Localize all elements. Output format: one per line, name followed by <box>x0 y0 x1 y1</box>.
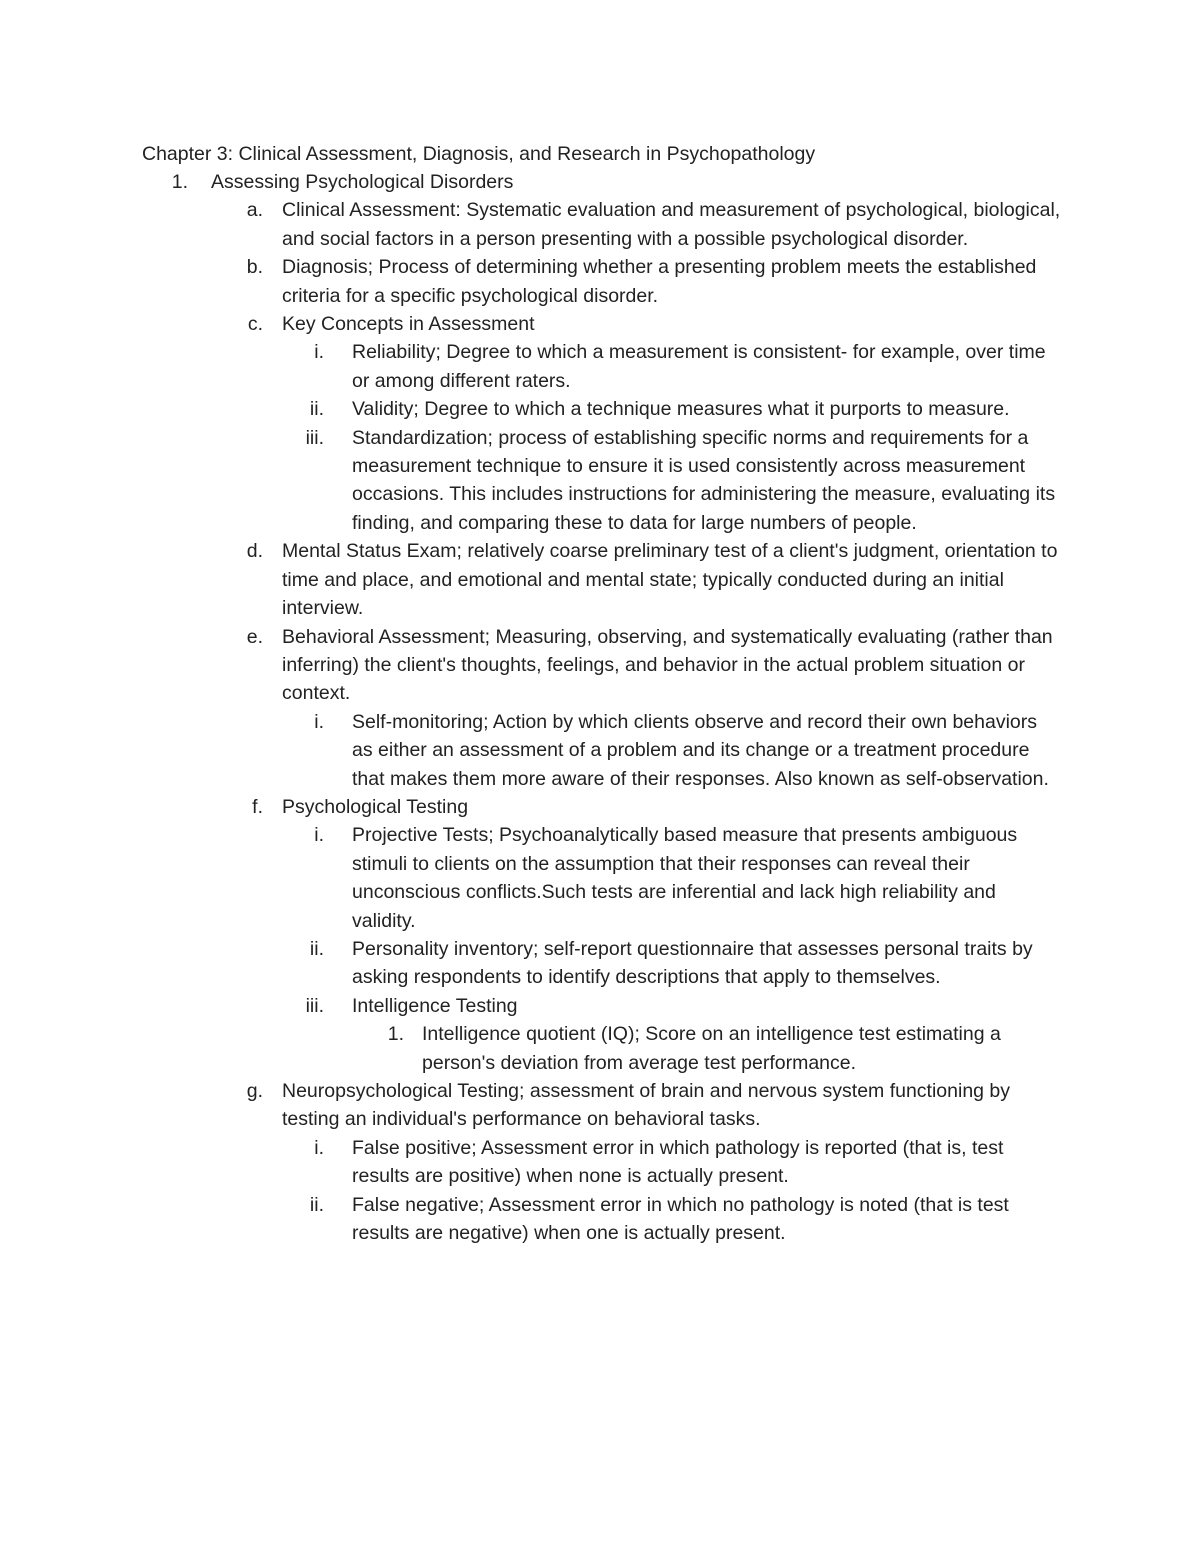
outline-item-1c <box>142 310 1072 338</box>
outline-item-1f-iii-1 <box>142 1020 1072 1077</box>
outline-item-1c-ii <box>142 395 1072 423</box>
outline-item-1e-i <box>142 708 1072 793</box>
list-item-text: Clinical Assessment: Systematic evaluation and measurement of psychological, biological, and social factors in a person presenting with a possible psychological disorder. <box>282 199 1061 250</box>
list-marker: ii. <box>309 937 324 960</box>
list-marker: 1. <box>387 1023 404 1046</box>
list-marker: i. <box>314 1136 324 1159</box>
outline-item-1g-i <box>142 1134 1072 1191</box>
outline-item-1 <box>142 168 1072 196</box>
list-marker: iii. <box>305 426 324 449</box>
list-marker: f. <box>252 795 263 818</box>
page-title: Chapter 3: Clinical Assessment, Diagnosis, and Research in Psychopathology <box>142 143 816 165</box>
list-marker: e. <box>246 625 263 648</box>
list-item-text: Intelligence Testing <box>352 994 518 1017</box>
outline-item-1g-ii <box>142 1191 1072 1248</box>
list-item-text: Mental Status Exam; relatively coarse preliminary test of a client's judgment, orientation to time and place, and emotional and mental state; typically conducted during an initial interview. <box>282 540 1058 620</box>
list-marker: b. <box>246 256 263 279</box>
list-item-text: Projective Tests; Psychoanalytically based measure that presents ambiguous stimuli to clients on the assumption that their responses can reveal their unconscious conflicts.Such tests are inferential and lack high reliability and validity. <box>352 824 1018 932</box>
list-marker: d. <box>246 540 263 563</box>
list-item-text: False positive; Assessment error in which pathology is reported (that is, test results are positive) when none is actually present. <box>352 1136 1004 1188</box>
outline-list <box>142 168 1072 1247</box>
list-item-text: Assessing Psychological Disorders <box>211 171 514 193</box>
list-marker: i. <box>314 824 324 847</box>
outline-item-1f-ii <box>142 935 1072 992</box>
list-marker: c. <box>247 313 263 336</box>
outline-item-1c-iii <box>142 424 1072 538</box>
outline-item-1g <box>142 1077 1072 1134</box>
outline-item-1f <box>142 793 1072 821</box>
list-item-text: Behavioral Assessment; Measuring, observing, and systematically evaluating (rather than inferring) the client's thoughts, feelings, and behavior in the actual problem situation or context. <box>282 625 1053 705</box>
outline-item-1e <box>142 623 1072 708</box>
list-item-text: Personality inventory; self-report questionnaire that assesses personal traits by asking respondents to identify descriptions that apply to themselves. <box>352 937 1033 989</box>
list-item-text: Reliability; Degree to which a measurement is consistent- for example, over time or among different raters. <box>352 341 1046 392</box>
outline-item-1a <box>142 196 1072 253</box>
outline-item-1c-i <box>142 338 1072 395</box>
list-item-text: Self-monitoring; Action by which clients observe and record their own behaviors as either an assessment of a problem and its change or a treatment procedure that makes them more aware of their responses. Also known as self-observation. <box>352 710 1049 790</box>
list-item-text: Validity; Degree to which a technique measures what it purports to measure. <box>352 398 1010 421</box>
outline-item-1b <box>142 253 1072 310</box>
outline-item-1f-iii <box>142 992 1072 1020</box>
outline-item-1f-i <box>142 821 1072 935</box>
outline-item-1d <box>142 537 1072 622</box>
list-item-text: Standardization; process of establishing specific norms and requirements for a measurement technique to ensure it is used consistently across measurement occasions. This includes instructions for administering the measure, evaluating its finding, and comparing these to data for large numbers of people. <box>352 426 1056 534</box>
list-marker: 1. <box>171 171 188 193</box>
list-marker: g. <box>246 1080 263 1102</box>
list-marker: a. <box>246 199 263 222</box>
list-marker: iii. <box>305 994 324 1017</box>
list-item-text: Neuropsychological Testing; assessment of brain and nervous system functioning by testing an individual's performance on behavioral tasks. <box>282 1080 1011 1131</box>
list-item-text: False negative; Assessment error in which no pathology is noted (that is test results are negative) when one is actually present. <box>352 1193 1009 1245</box>
list-item-text: Key Concepts in Assessment <box>282 313 535 336</box>
list-marker: ii. <box>309 398 324 421</box>
list-item-text: Intelligence quotient (IQ); Score on an intelligence test estimating a person's deviation from average test performance. <box>422 1023 1001 1074</box>
list-item-text: Diagnosis; Process of determining whether a presenting problem meets the established criteria for a specific psychological disorder. <box>282 256 1037 307</box>
list-marker: i. <box>314 710 324 733</box>
list-item-text: Psychological Testing <box>282 795 469 818</box>
list-marker: i. <box>314 341 324 364</box>
list-marker: ii. <box>309 1193 324 1216</box>
